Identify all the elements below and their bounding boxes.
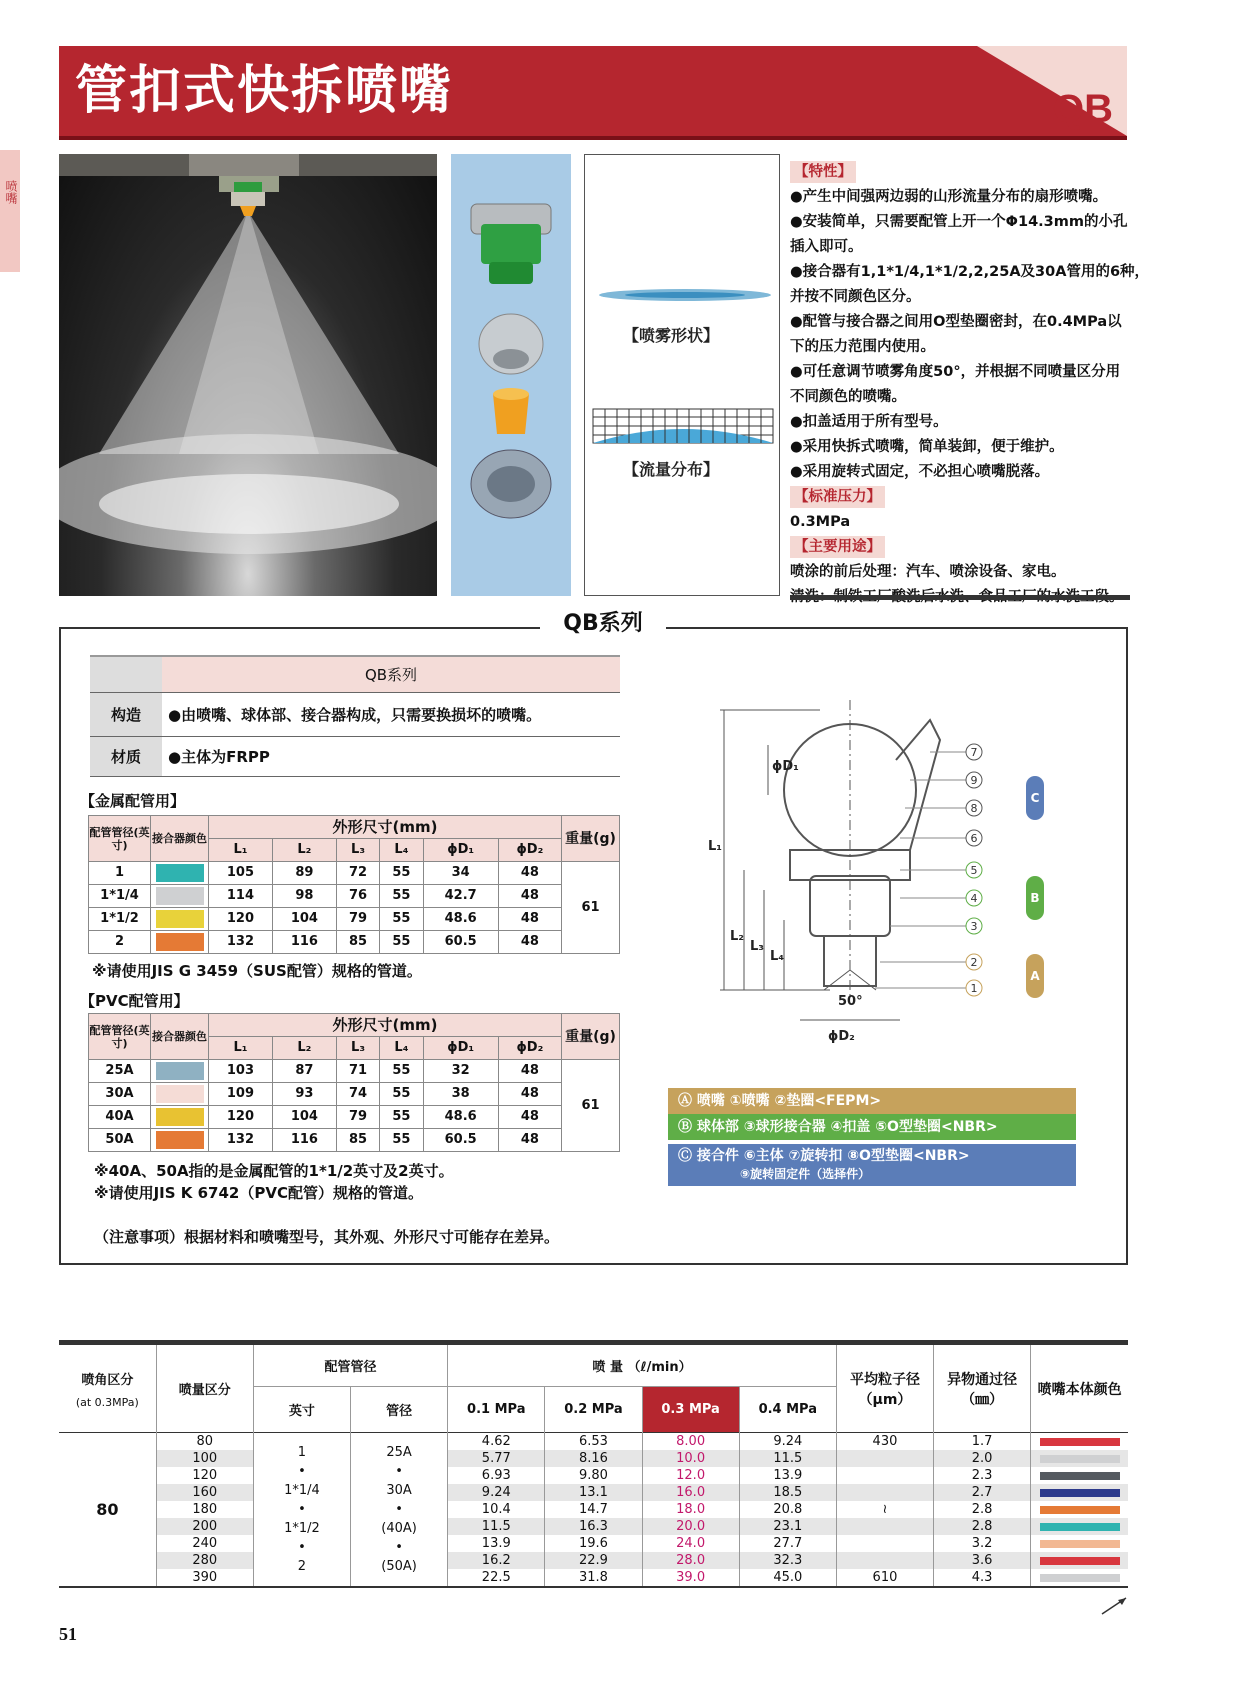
- pvc-dimensions-table: [88, 1013, 620, 1152]
- pipe-size: 30A: [89, 1083, 151, 1106]
- passage-value: 4.3: [934, 1569, 1031, 1587]
- flow-value: 11.5: [448, 1518, 545, 1535]
- dia-value: •: [395, 1502, 403, 1517]
- droplet-size-value: [836, 1552, 933, 1569]
- flow-value: 24.0: [642, 1535, 739, 1552]
- standard-pressure: 0.3MPa: [790, 514, 851, 530]
- col-d2: ϕD₂: [498, 839, 561, 862]
- passage-value: 2.8: [934, 1518, 1031, 1535]
- flow-header: 喷 量 （ℓ/min）: [448, 1343, 837, 1387]
- feature-line: 插入即可。: [790, 239, 863, 255]
- dia-value: •: [395, 1464, 403, 1479]
- table-row: [89, 1060, 620, 1083]
- features-heading: 【特性】: [790, 161, 856, 183]
- flow-rate-table: [59, 1340, 1128, 1588]
- flow-value: 9.24: [448, 1484, 545, 1501]
- adapter-color-swatch: [151, 1129, 209, 1152]
- table-row: [59, 1569, 1128, 1587]
- product-code: QB: [1053, 87, 1113, 131]
- flow-value: 13.9: [739, 1467, 836, 1484]
- table-row: [59, 1484, 1128, 1501]
- flow-value: 8.16: [545, 1450, 642, 1467]
- adapter-color-swatch: [151, 931, 209, 954]
- dim-value: 32: [423, 1060, 498, 1083]
- dim-value: 42.7: [423, 885, 498, 908]
- page-header: [59, 46, 1127, 136]
- droplet-size-value: [836, 1484, 933, 1501]
- flow-value: 22.9: [545, 1552, 642, 1569]
- dim-value: 116: [272, 931, 336, 954]
- legend-adapter: [668, 1144, 1076, 1186]
- dia-value: (50A): [381, 1559, 417, 1574]
- header-underline: [59, 136, 1127, 140]
- dia-value: •: [395, 1540, 403, 1555]
- table-row: [59, 1433, 1128, 1451]
- metal-dimensions-table: [88, 815, 620, 954]
- dia-value: (40A): [381, 1521, 417, 1536]
- col-l2: L₂: [272, 1037, 336, 1060]
- legend-nozzle: Ⓐ 喷嘴 ①喷嘴 ②垫圈<FEPM>: [668, 1088, 1076, 1114]
- pvc-table-title: 【PVC配管用】: [80, 992, 189, 1010]
- inch-value: •: [298, 1502, 306, 1517]
- dim-value: 48: [498, 885, 561, 908]
- col-l4: L₄: [380, 839, 423, 862]
- structure-col-header: QB系列: [162, 656, 620, 692]
- table-row: [59, 1450, 1128, 1467]
- capacity-value: 160: [156, 1484, 253, 1501]
- flow-value: 27.7: [739, 1535, 836, 1552]
- dim-value: 85: [336, 1129, 379, 1152]
- dim-value: 60.5: [423, 1129, 498, 1152]
- dim-label-d1: ϕD₁: [772, 759, 799, 774]
- adapter-color-header: 接合器颜色: [151, 1014, 209, 1060]
- feature-line: ●采用快拆式喷嘴，简单装卸，便于维护。: [790, 439, 1064, 455]
- dim-value: 114: [209, 885, 273, 908]
- callout-2: 2: [970, 956, 978, 969]
- inch-value: 1: [297, 1445, 307, 1460]
- features-underline: [790, 595, 1130, 600]
- table-row: [89, 908, 620, 931]
- table-row: [89, 1106, 620, 1129]
- body-color-swatch: [1031, 1569, 1128, 1587]
- group-a-badge: A: [1030, 969, 1040, 983]
- dim-value: 93: [272, 1083, 336, 1106]
- dim-value: 55: [380, 885, 423, 908]
- dim-label-l2: L₂: [730, 929, 744, 944]
- droplet-size-value: [836, 1518, 933, 1535]
- droplet-size-value: 610: [836, 1569, 933, 1587]
- dim-value: 85: [336, 931, 379, 954]
- passage-value: 3.2: [934, 1535, 1031, 1552]
- dim-value: 104: [272, 908, 336, 931]
- dim-value: 55: [380, 862, 423, 885]
- pipe-size-header: 配管管径(英寸): [89, 1014, 151, 1060]
- dim-value: 60.5: [423, 931, 498, 954]
- flow-value: 6.53: [545, 1433, 642, 1451]
- pipe-size: 40A: [89, 1106, 151, 1129]
- weight-header: 重量(g): [562, 1014, 620, 1060]
- pipe-size: 1*1/4: [89, 885, 151, 908]
- flow-value: 13.1: [545, 1484, 642, 1501]
- dim-value: 120: [209, 1106, 273, 1129]
- passage-value: 3.6: [934, 1552, 1031, 1569]
- flow-value: 6.93: [448, 1467, 545, 1484]
- capacity-value: 280: [156, 1552, 253, 1569]
- parts-photo: [451, 154, 571, 596]
- feature-line: 并按不同颜色区分。: [790, 289, 921, 305]
- flow-value: 32.3: [739, 1552, 836, 1569]
- pipe-size: 25A: [89, 1060, 151, 1083]
- callout-4: 4: [970, 892, 978, 905]
- dim-value: 48.6: [423, 908, 498, 931]
- table-row: [59, 1518, 1128, 1535]
- spray-angle-value: 80: [59, 1433, 156, 1588]
- flow-value: 18.0: [642, 1501, 739, 1518]
- pvc-note-1: ※40A、50A指的是金属配管的1*1/2英寸及2英寸。: [94, 1162, 454, 1180]
- dim-value: 48: [498, 1129, 561, 1152]
- dim-value: 71: [336, 1060, 379, 1083]
- inch-value: 1*1/4: [284, 1483, 320, 1498]
- dim-value: 48: [498, 908, 561, 931]
- passage-header: 异物通过径（㎜）: [934, 1343, 1031, 1433]
- pipe-size: 50A: [89, 1129, 151, 1152]
- dim-value: 105: [209, 862, 273, 885]
- body-color-swatch: [1031, 1467, 1128, 1484]
- capacity-header: 喷量区分: [156, 1343, 253, 1433]
- flow-value: 5.77: [448, 1450, 545, 1467]
- flow-distribution-label: 【流量分布】: [623, 460, 720, 479]
- structure-table: [90, 655, 620, 777]
- page-title: 管扣式快拆喷嘴: [75, 61, 454, 121]
- col-l3: L₃: [336, 1037, 379, 1060]
- spray-photo-illustration: [59, 154, 437, 596]
- weight-header: 重量(g): [562, 816, 620, 862]
- dim-value: 38: [423, 1083, 498, 1106]
- dim-value: 48: [498, 931, 561, 954]
- page-number: 51: [59, 1624, 77, 1644]
- pipe-header: 配管管径: [253, 1343, 447, 1387]
- dim-value: 116: [272, 1129, 336, 1152]
- col-l1: L₁: [209, 839, 273, 862]
- diameter-header: 管径: [351, 1387, 448, 1433]
- pressure-0-2-header: 0.2 MPa: [545, 1387, 642, 1433]
- pipe-size: 2: [89, 931, 151, 954]
- flow-value: 16.2: [448, 1552, 545, 1569]
- structure-value: ●由喷嘴、球体部、接合器构成，只需要换损坏的喷嘴。: [162, 692, 620, 736]
- side-tab-label: 喷嘴: [4, 180, 18, 204]
- feature-line: ●配管与接合器之间用O型垫圈密封，在0.4MPa以: [790, 314, 1122, 330]
- adapter-color-swatch: [151, 862, 209, 885]
- col-l3: L₃: [336, 839, 379, 862]
- flow-value: 39.0: [642, 1569, 739, 1587]
- pipe-size: 1: [89, 862, 151, 885]
- dim-value: 104: [272, 1106, 336, 1129]
- use-line: 喷涂的前后处理：汽车、喷涂设备、家电。: [790, 564, 1066, 580]
- feature-line: 不同颜色的喷嘴。: [790, 389, 906, 405]
- pressure-heading: 【标准压力】: [790, 486, 885, 508]
- capacity-value: 180: [156, 1501, 253, 1518]
- dim-value: 48.6: [423, 1106, 498, 1129]
- series-title: QB系列: [540, 606, 666, 642]
- dim-label-l3: L₃: [750, 939, 764, 954]
- flow-value: 23.1: [739, 1518, 836, 1535]
- col-l4: L₄: [380, 1037, 423, 1060]
- body-color-swatch: [1031, 1450, 1128, 1467]
- spray-shape-label: 【喷雾形状】: [623, 326, 720, 345]
- body-color-swatch: [1031, 1501, 1128, 1518]
- spray-angle-header-sub: (at 0.3MPa): [75, 1395, 139, 1409]
- group-c-badge: C: [1030, 791, 1040, 805]
- feature-line: ●可任意调节喷雾角度50°，并根据不同喷量区分用: [790, 364, 1121, 380]
- flow-value: 14.7: [545, 1501, 642, 1518]
- capacity-value: 120: [156, 1467, 253, 1484]
- table-row: [89, 1129, 620, 1152]
- dim-value: 87: [272, 1060, 336, 1083]
- feature-line: ●采用旋转式固定，不必担心喷嘴脱落。: [790, 464, 1050, 480]
- flow-value: 8.00: [642, 1433, 739, 1451]
- callout-6: 6: [970, 832, 978, 845]
- dia-value: 30A: [386, 1483, 412, 1498]
- table-row: [59, 1467, 1128, 1484]
- pressure-0-1-header: 0.1 MPa: [448, 1387, 545, 1433]
- metal-note: ※请使用JIS G 3459（SUS配管）规格的管道。: [92, 962, 422, 980]
- callout-8: 8: [970, 802, 978, 815]
- dim-value: 103: [209, 1060, 273, 1083]
- caution-note: （注意事项）根据材料和喷嘴型号，其外观、外形尺寸可能存在差异。: [94, 1228, 560, 1246]
- inch-values: [253, 1433, 350, 1588]
- material-value: ●主体为FRPP: [162, 736, 620, 776]
- spray-photo: [59, 154, 437, 596]
- legend-adapter-line-1: Ⓒ 接合件 ⑥主体 ⑦旋转扣 ⑧O型垫圈<NBR>: [678, 1148, 970, 1164]
- spray-angle-header: [59, 1343, 156, 1433]
- col-l2: L₂: [272, 839, 336, 862]
- dim-label-l1: L₁: [708, 839, 722, 854]
- pressure-0-4-header: 0.4 MPa: [739, 1387, 836, 1433]
- group-b-badge: B: [1030, 891, 1040, 905]
- flow-value: 11.5: [739, 1450, 836, 1467]
- dim-value: 79: [336, 1106, 379, 1129]
- callout-3: 3: [970, 920, 978, 933]
- feature-line: ●安装简单，只需要配管上开一个Φ14.3mm的小孔: [790, 214, 1128, 230]
- material-label: 材质: [90, 736, 162, 776]
- inch-value: •: [298, 1540, 306, 1555]
- dim-value: 48: [498, 862, 561, 885]
- features-section: [790, 160, 1150, 600]
- dim-label-l4: L₄: [770, 949, 784, 964]
- adapter-color-swatch: [151, 1060, 209, 1083]
- weight-value: 61: [562, 1060, 620, 1152]
- adapter-color-swatch: [151, 908, 209, 931]
- table-row: [89, 885, 620, 908]
- droplet-size-value: [836, 1467, 933, 1484]
- flow-value: 13.9: [448, 1535, 545, 1552]
- legend-adapter-line-2: ⑨旋转固定件（选择件）: [740, 1167, 871, 1181]
- passage-value: 2.7: [934, 1484, 1031, 1501]
- droplet-size-range: ≀: [836, 1501, 933, 1518]
- dia-value: 25A: [386, 1445, 412, 1460]
- feature-line: 下的压力范围内使用。: [790, 339, 935, 355]
- droplet-size-value: 430: [836, 1433, 933, 1451]
- structure-label: 构造: [90, 692, 162, 736]
- spray-pattern-panel: [584, 154, 780, 596]
- weight-value: 61: [562, 862, 620, 954]
- diameter-values: [351, 1433, 448, 1588]
- pipe-size-header: 配管管径(英寸): [89, 816, 151, 862]
- uses-heading: 【主要用途】: [790, 536, 885, 558]
- passage-value: 2.8: [934, 1501, 1031, 1518]
- callout-5: 5: [970, 864, 978, 877]
- droplet-size-value: [836, 1535, 933, 1552]
- table-row: [59, 1501, 1128, 1518]
- col-d2: ϕD₂: [498, 1037, 561, 1060]
- dim-value: 74: [336, 1083, 379, 1106]
- adapter-color-swatch: [151, 1106, 209, 1129]
- dim-value: 55: [380, 1083, 423, 1106]
- droplet-size-value: [836, 1450, 933, 1467]
- pvc-note-2: ※请使用JIS K 6742（PVC配管）规格的管道。: [94, 1184, 423, 1202]
- dim-value: 98: [272, 885, 336, 908]
- droplet-size-header: 平均粒子径（μm）: [836, 1343, 933, 1433]
- dimensions-header: 外形尺寸(mm): [209, 816, 562, 839]
- callout-9: 9: [970, 774, 978, 787]
- flow-value: 9.80: [545, 1467, 642, 1484]
- dim-value: 55: [380, 1129, 423, 1152]
- spray-angle-header-text: 喷角区分: [81, 1372, 134, 1388]
- dim-value: 48: [498, 1083, 561, 1106]
- dim-label-d2: ϕD₂: [828, 1029, 855, 1044]
- col-d1: ϕD₁: [423, 1037, 498, 1060]
- adapter-color-swatch: [151, 1083, 209, 1106]
- adapter-color-header: 接合器颜色: [151, 816, 209, 862]
- capacity-value: 80: [156, 1433, 253, 1451]
- side-tab: [0, 150, 20, 272]
- body-color-swatch: [1031, 1433, 1128, 1451]
- dim-value: 48: [498, 1060, 561, 1083]
- flow-value: 12.0: [642, 1467, 739, 1484]
- flow-value: 31.8: [545, 1569, 642, 1587]
- callout-7: 7: [970, 746, 978, 759]
- dim-value: 79: [336, 908, 379, 931]
- flow-value: 45.0: [739, 1569, 836, 1587]
- inch-header: 英寸: [253, 1387, 350, 1433]
- flow-value: 9.24: [739, 1433, 836, 1451]
- dim-value: 132: [209, 931, 273, 954]
- dim-value: 76: [336, 885, 379, 908]
- flow-value: 10.4: [448, 1501, 545, 1518]
- feature-line: ●接合器有1,1*1/4,1*1/2,2,25A及30A管用的6种，: [790, 264, 1150, 280]
- flow-value: 16.0: [642, 1484, 739, 1501]
- capacity-value: 390: [156, 1569, 253, 1587]
- capacity-value: 100: [156, 1450, 253, 1467]
- col-d1: ϕD₁: [423, 839, 498, 862]
- passage-value: 1.7: [934, 1433, 1031, 1451]
- metal-table-title: 【金属配管用】: [80, 792, 186, 810]
- body-color-header: 喷嘴本体颜色: [1031, 1343, 1128, 1433]
- flow-value: 28.0: [642, 1552, 739, 1569]
- body-color-swatch: [1031, 1484, 1128, 1501]
- dim-value: 72: [336, 862, 379, 885]
- table-row: [89, 1083, 620, 1106]
- col-l1: L₁: [209, 1037, 273, 1060]
- pressure-0-3-header: 0.3 MPa: [642, 1387, 739, 1433]
- dimensions-header: 外形尺寸(mm): [209, 1014, 562, 1037]
- table-row: [59, 1535, 1128, 1552]
- capacity-value: 200: [156, 1518, 253, 1535]
- callout-1: 1: [970, 982, 978, 995]
- passage-value: 2.0: [934, 1450, 1031, 1467]
- flow-value: 18.5: [739, 1484, 836, 1501]
- flow-value: 20.0: [642, 1518, 739, 1535]
- dim-value: 55: [380, 1060, 423, 1083]
- dim-value: 109: [209, 1083, 273, 1106]
- table-row: [89, 931, 620, 954]
- dim-value: 34: [423, 862, 498, 885]
- dim-value: 55: [380, 908, 423, 931]
- flow-value: 16.3: [545, 1518, 642, 1535]
- body-color-swatch: [1031, 1535, 1128, 1552]
- inch-value: •: [298, 1464, 306, 1479]
- dim-value: 55: [380, 1106, 423, 1129]
- table-row: [89, 862, 620, 885]
- dim-value: 89: [272, 862, 336, 885]
- table-row: [59, 1552, 1128, 1569]
- dim-value: 48: [498, 1106, 561, 1129]
- capacity-value: 240: [156, 1535, 253, 1552]
- inch-value: 1*1/2: [284, 1521, 320, 1536]
- inch-value: 2: [297, 1559, 307, 1574]
- flow-value: 20.8: [739, 1501, 836, 1518]
- arrow-icon: [1100, 1596, 1130, 1616]
- dim-value: 132: [209, 1129, 273, 1152]
- pipe-size: 1*1/2: [89, 908, 151, 931]
- dim-value: 120: [209, 908, 273, 931]
- flow-value: 22.5: [448, 1569, 545, 1587]
- adapter-color-swatch: [151, 885, 209, 908]
- nozzle-dimension-drawing: [700, 700, 1060, 1070]
- legend-ball-body: Ⓑ 球体部 ③球形接合器 ④扣盖 ⑤O型垫圈<NBR>: [668, 1114, 1076, 1140]
- flow-value: 10.0: [642, 1450, 739, 1467]
- feature-line: ●产生中间强两边弱的山形流量分布的扇形喷嘴。: [790, 189, 1108, 205]
- body-color-swatch: [1031, 1552, 1128, 1569]
- angle-label: 50°: [838, 994, 863, 1009]
- flow-value: 19.6: [545, 1535, 642, 1552]
- passage-value: 2.3: [934, 1467, 1031, 1484]
- parts-illustration: [451, 154, 571, 596]
- flow-value: 4.62: [448, 1433, 545, 1451]
- dim-value: 55: [380, 931, 423, 954]
- body-color-swatch: [1031, 1518, 1128, 1535]
- feature-line: ●扣盖适用于所有型号。: [790, 414, 948, 430]
